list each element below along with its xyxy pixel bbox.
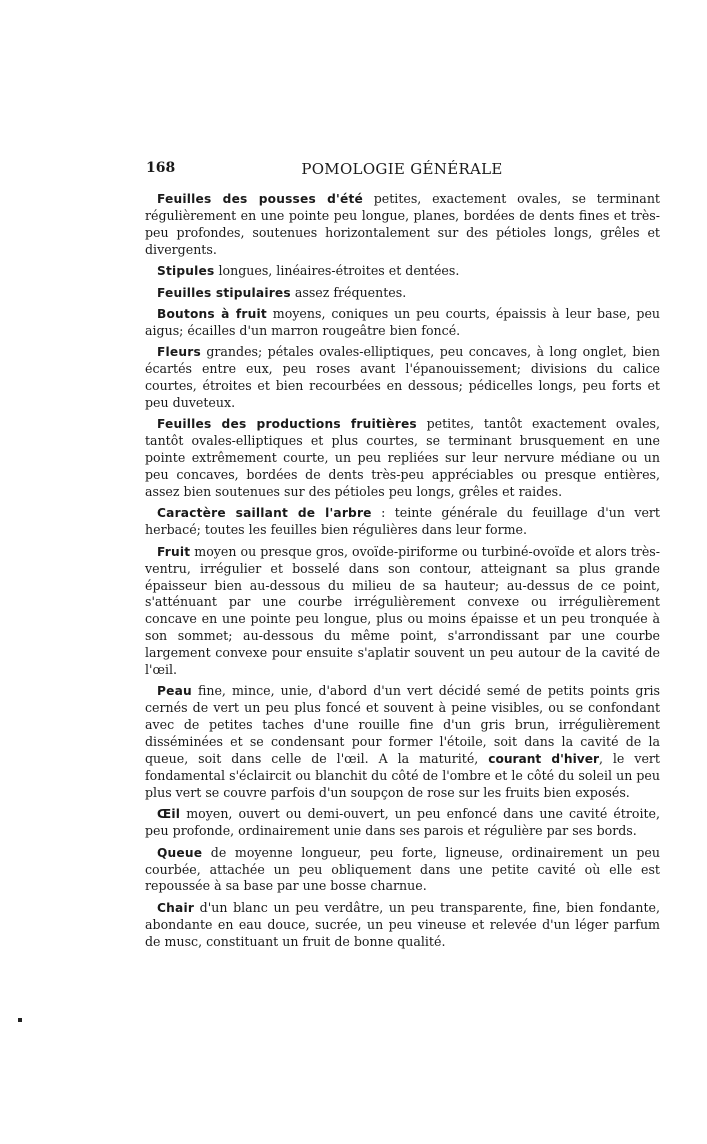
paragraph-text: : teinte générale du feuillage d'un vert herbacé; toutes les feuilles bien régulières dans leur forme. bbox=[145, 505, 660, 538]
paragraph-lead: Feuilles stipulaires bbox=[157, 285, 291, 300]
maturity-season: courant d'hiver bbox=[488, 752, 599, 767]
paragraph-lead: Caractère saillant de l'arbre bbox=[157, 506, 372, 521]
paragraph-fleurs bbox=[145, 344, 660, 412]
paragraph-text: moyen, ouvert ou demi-ouvert, un peu enfoncé dans une cavité étroite, peu profonde, ordinairement unie dans ses parois et régulière par ses bords. bbox=[145, 806, 660, 839]
paragraph-text: longues, linéaires-étroites et dentées. bbox=[214, 263, 460, 279]
paragraph-queue bbox=[145, 845, 660, 896]
paragraph-boutons bbox=[145, 306, 660, 340]
paragraph-lead: Stipules bbox=[157, 264, 215, 279]
paragraph-lead: Chair bbox=[157, 900, 195, 915]
paragraph-lead: Feuilles des productions fruitières bbox=[157, 417, 417, 432]
page-header bbox=[146, 160, 658, 180]
paragraph-lead: Peau bbox=[157, 684, 192, 699]
paragraph-feuilles-productions bbox=[145, 416, 660, 501]
paragraph-text: de moyenne longueur, peu forte, ligneuse, ordinairement un peu courbée, attachée un peu obliquement dans une petite cavité où elle est repoussée à sa base par une bosse charnue. bbox=[145, 844, 660, 894]
paragraph-stipules bbox=[145, 263, 660, 280]
paragraph-caractere bbox=[145, 505, 660, 539]
paragraph-text: assez fréquentes. bbox=[290, 284, 407, 300]
paragraph-text: petites, exactement ovales, se terminant régulièrement en une pointe peu longue, planes, bordées de dents fines et très-peu profondes, soutenues horizontalement sur des pétioles longs, grêles et divergents. bbox=[145, 191, 660, 257]
scan-speck bbox=[18, 1018, 22, 1022]
paragraph-text: petites, tantôt exactement ovales, tantôt ovales-elliptiques et plus courtes, se terminant brusquement en une pointe extrêmement courte, un peu repliées sur leur nervure médiane ou un peu concaves, bordées de dents très-peu appréciables ou presque entières, assez bien soutenues sur des pétioles peu longs, grêles et raides. bbox=[145, 416, 660, 499]
paragraph-text-after: , le vert fondamental s'éclaircit ou blanchit du côté de l'ombre et le côté du soleil un peu plus vert se couvre parfois d'un soupçon de rose sur les fruits bien exposés. bbox=[145, 751, 660, 800]
paragraph-text: d'un blanc un peu verdâtre, un peu transparente, fine, bien fondante, abondante en eau douce, sucrée, un peu vineuse et relevée d'un léger parfum de musc, constituant un fruit de bonne qualité. bbox=[145, 899, 660, 949]
paragraph-lead: Fleurs bbox=[157, 345, 201, 360]
paragraph-feuilles-stipulaires bbox=[145, 285, 660, 302]
paragraph-lead: Queue bbox=[157, 845, 203, 860]
paragraph-lead: Boutons à fruit bbox=[157, 306, 267, 321]
paragraph-peau bbox=[145, 683, 660, 801]
paragraph-chair bbox=[145, 900, 660, 951]
paragraph-fruit bbox=[145, 544, 660, 679]
paragraph-text: fine, mince, unie, d'abord d'un vert décidé semé de petits points gris cernés de vert un peu plus foncé et souvent à peine visibles, ou se confondant avec de petites taches d'une rouille fine d'un gris brun, irrégulièrement disséminées et se condensant pour former l'étoile, soit dans la cavité de la queue, soit dans celle de l'œil. A la maturité, bbox=[145, 683, 660, 767]
paragraph-text: moyens, coniques un peu courts, épaissis à leur base, peu aigus; écailles d'un marron rougeâtre bien foncé. bbox=[145, 305, 661, 338]
paragraph-lead: Fruit bbox=[157, 544, 191, 559]
page-number: 168 bbox=[146, 160, 176, 176]
running-title: POMOLOGIE GÉNÉRALE bbox=[301, 160, 503, 178]
paragraph-text: moyen ou presque gros, ovoïde-piriforme ou turbiné-ovoïde et alors très-ventru, irrégulier et bosselé dans son contour, atteignant sa plus grande épaisseur bien au-dessous du milieu de sa hauteur; au-dessus de ce point, s'atténuant par une courbe irrégulièrement convexe ou irrégulièrement concave en une pointe peu longue, plus ou moins épaisse et un peu tronquée à son sommet; au-dessous du même point, s'arrondissant par une courbe largement convexe pour ensuite s'aplatir souvent un peu autour de la cavité de l'œil. bbox=[145, 543, 660, 678]
paragraph-lead: Feuilles des pousses d'été bbox=[157, 192, 363, 206]
paragraph-lead: Œil bbox=[157, 807, 181, 822]
paragraph-text: grandes; pétales ovales-elliptiques, peu concaves, à long onglet, bien écartés entre eux, peu roses avant l'épanouissement; divisions du calice courtes, étroites et bien recourbées en dessous; pédicelles longs, peu forts et peu duveteux. bbox=[145, 344, 660, 410]
body-text bbox=[145, 191, 660, 955]
paragraph-feuilles-pousses bbox=[145, 191, 660, 259]
paragraph-oeil bbox=[145, 806, 660, 840]
